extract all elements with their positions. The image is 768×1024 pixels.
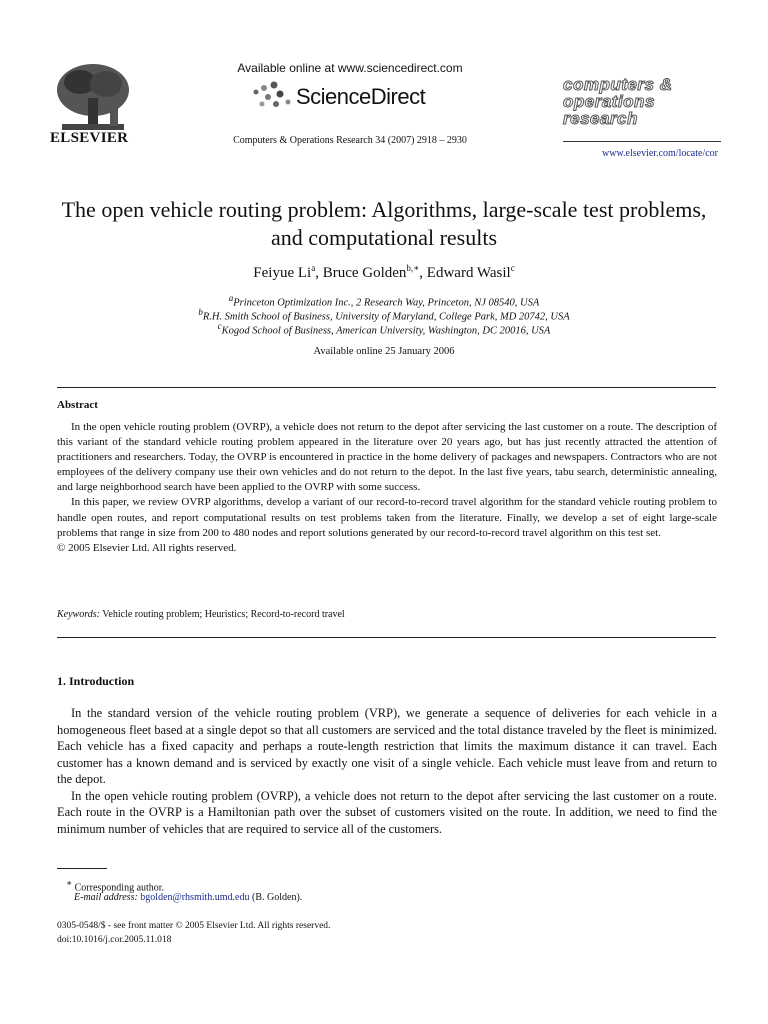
author-affiliation-mark: b,∗ bbox=[406, 263, 420, 273]
publisher-name: ELSEVIER bbox=[50, 130, 129, 146]
author-name: Edward Wasil bbox=[426, 265, 511, 281]
journal-title-logo bbox=[563, 76, 723, 127]
affiliation-text: Princeton Optimization Inc., 2 Research Way, Princeton, NJ 08540, USA bbox=[233, 297, 540, 309]
intro-paragraph: In the open vehicle routing problem (OVRP), a vehicle does not return to the depot after servicing the last customer on a route. Each route in the OVRP is a Hamiltonian path over the subset of customers visited on the route. In addition, we need to find the minimum number of vehicles that are required to service all of the customers. bbox=[57, 788, 717, 836]
abstract-copyright: © 2005 Elsevier Ltd. All rights reserved. bbox=[57, 541, 237, 554]
abstract-paragraph: In the open vehicle routing problem (OVRP), a vehicle does not return to the depot after servicing the last customer on a route. The description of this variant of the standard vehicle routing problem appeared in the literature over 20 years ago, but has just recently attracted the attention of practitioners and researchers. Today, the OVRP is encountered in practice in the home delivery of packages and newspapers. Contractors who are not employees of the delivery company use their own vehicles and do not return to the depot. In the last five years, tabu search, deterministic annealing, and large neighborhood search have been applied to the OVRP with some success. bbox=[57, 421, 717, 494]
section-divider bbox=[57, 637, 716, 638]
journal-divider bbox=[563, 141, 721, 142]
email-label: E-mail address: bbox=[74, 892, 138, 903]
author-affiliation-mark: c bbox=[510, 263, 515, 273]
sciencedirect-logo-text: ScienceDirect bbox=[296, 84, 426, 109]
abstract-heading: Abstract bbox=[57, 399, 98, 411]
section-heading: 1. Introduction bbox=[57, 674, 135, 688]
keywords-label: Keywords: bbox=[57, 609, 100, 620]
intro-body bbox=[57, 705, 717, 837]
journal-title-line: computers & bbox=[563, 75, 673, 94]
email-note bbox=[74, 892, 302, 903]
journal-title-line: research bbox=[563, 109, 638, 128]
doi-line: doi:10.1016/j.cor.2005.11.018 bbox=[57, 935, 172, 945]
sciencedirect-online-text: Available online at www.sciencedirect.com bbox=[237, 61, 463, 75]
author-affiliation-mark: a bbox=[311, 263, 316, 273]
available-online-date: Available online 25 January 2006 bbox=[313, 346, 455, 357]
email-owner: (B. Golden). bbox=[252, 892, 303, 903]
footnote-text: Corresponding author. bbox=[74, 882, 165, 894]
journal-title-line: operations bbox=[563, 92, 655, 111]
paper-title: The open vehicle routing problem: Algorithms, large-scale test problems, and computational results bbox=[61, 197, 707, 250]
author-list: Feiyue Li$^a$, Bruce Golden$^{b,∗}$, Edward Wasil$^c$ bbox=[253, 263, 515, 281]
abstract-body bbox=[57, 420, 717, 556]
section-divider bbox=[57, 387, 716, 388]
affiliation-mark: b bbox=[198, 307, 203, 317]
affiliation-mark: c bbox=[217, 321, 222, 331]
journal-citation: Computers & Operations Research 34 (2007) 2918 – 2930 bbox=[233, 135, 467, 146]
journal-url-link[interactable]: www.elsevier.com/locate/cor bbox=[602, 148, 718, 159]
intro-paragraph: In the standard version of the vehicle routing problem (VRP), we generate a sequence of deliveries for each vehicle in a homogeneous fleet based at a single depot so that all customers are serviced and the total distance traveled by the fleet is minimized. Each vehicle has a fixed capacity and perhaps a route-length restriction that limits the maximum distance it can travel. Each customer has a known demand and is serviced by exactly one visit of a single vehicle. Each vehicle must leave from and return to the depot. bbox=[57, 706, 717, 786]
keywords-text: Vehicle routing problem; Heuristics; Record-to-record travel bbox=[102, 609, 345, 620]
affiliation-text: R.H. Smith School of Business, University of Maryland, College Park, MD 20742, USA bbox=[202, 311, 570, 323]
footnote-mark: ∗ bbox=[66, 878, 73, 888]
abstract-paragraph: In this paper, we review OVRP algorithms, develop a variant of our record-to-record travel algorithm for the standard vehicle routing problem to handle open routes, and report computational results on test problems taken from the literature. Finally, we develop a set of eight large-scale problems that range in size from 200 to 480 nodes and report solutions generated by our record-to-record travel algorithm on this test set. bbox=[57, 496, 717, 539]
email-link[interactable]: bgolden@rhsmith.umd.edu bbox=[140, 892, 250, 903]
keywords bbox=[57, 609, 345, 620]
affiliation bbox=[60, 321, 708, 337]
affiliation-text: Kogod School of Business, American University, Washington, DC 20016, USA bbox=[221, 325, 551, 337]
author-name: Bruce Golden bbox=[322, 265, 407, 281]
issn-line: 0305-0548/$ - see front matter © 2005 Elsevier Ltd. All rights reserved. bbox=[57, 921, 331, 931]
affiliation-mark: a bbox=[228, 293, 234, 303]
author-name: Feiyue Li bbox=[253, 265, 312, 281]
footnote-divider bbox=[57, 868, 107, 869]
